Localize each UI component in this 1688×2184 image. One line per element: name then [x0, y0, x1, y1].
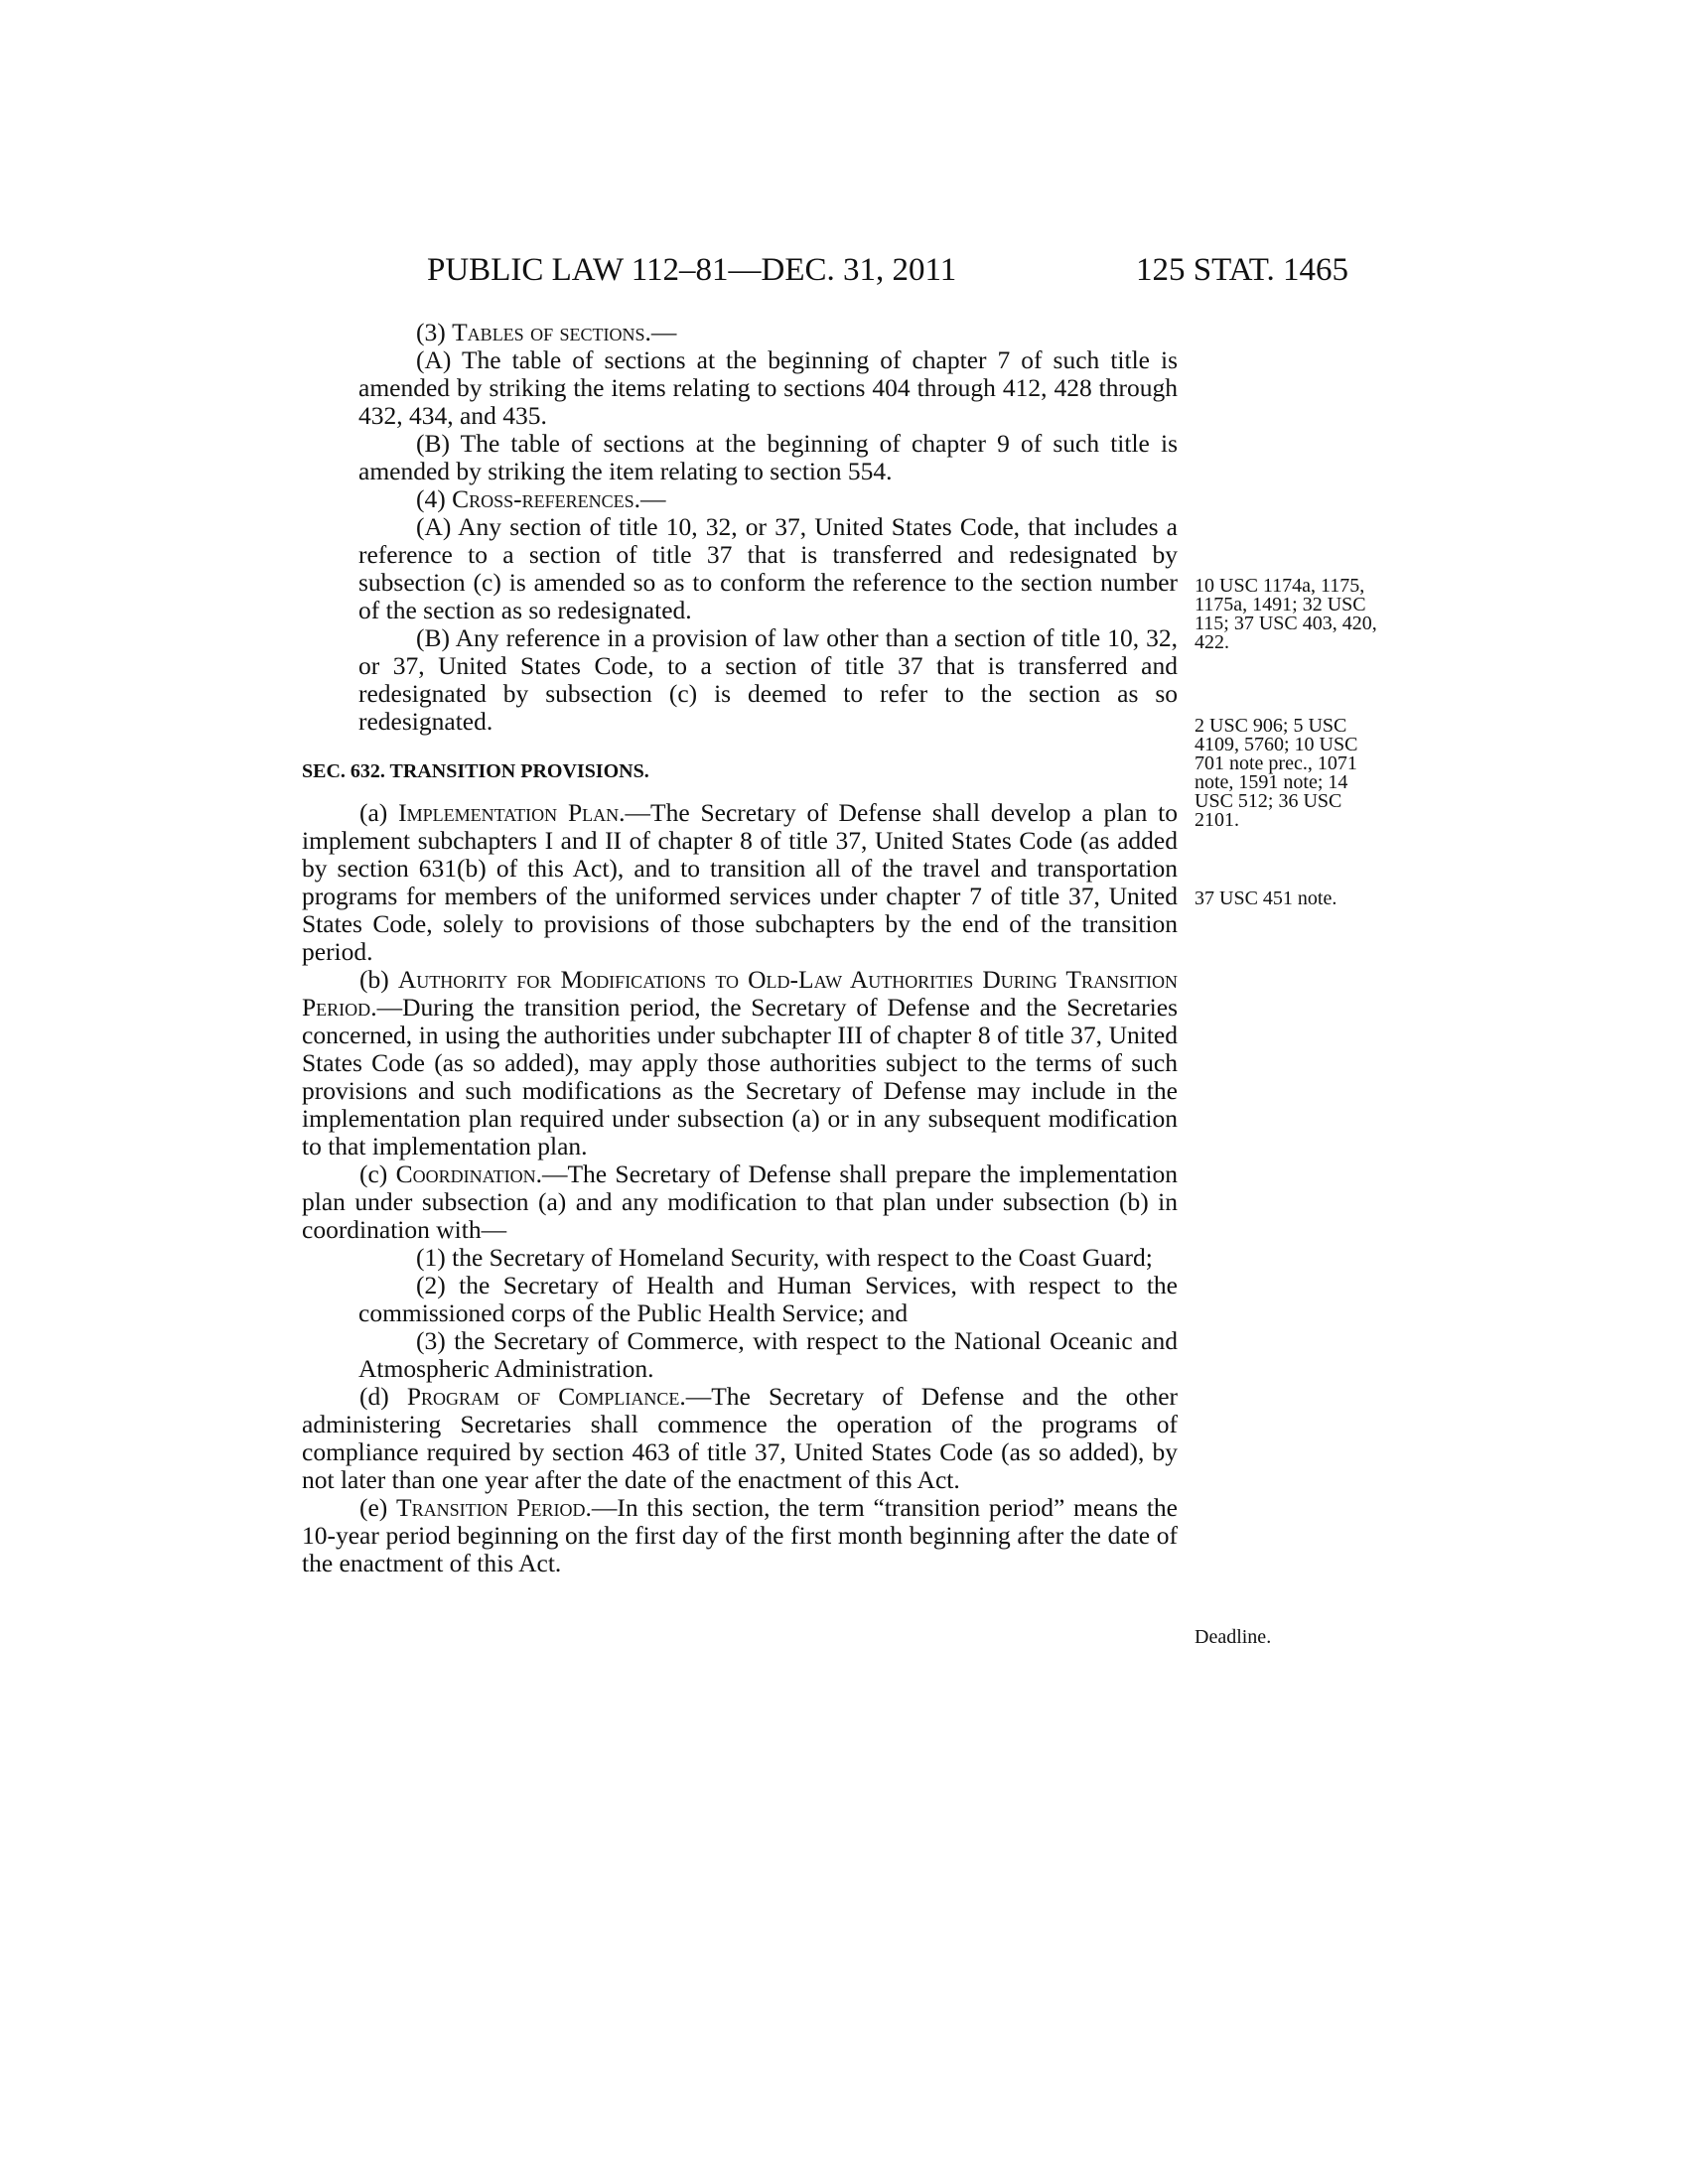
subsection-number: (b)	[359, 965, 398, 994]
paragraph-3-heading	[358, 319, 1178, 346]
subsection-text: .—In this section, the term “transition period” means the 10-year period beginning on the first day of the first month beginning after the date of the enactment of this Act.	[302, 1493, 1178, 1577]
subsection-text: .—The Secretary of Defense and the other administering Secretaries shall commence the operation of the programs of compliance required by section 463 of title 37, United States Code (as so added), by not later than one year after the date of the enactment of this Act.	[302, 1382, 1179, 1494]
paragraph-c3: (3) the Secretary of Commerce, with respect to the National Oceanic and Atmospheric Administration.	[358, 1326, 1178, 1383]
main-text	[302, 319, 1178, 1577]
subsection-heading: Coordination	[395, 1160, 536, 1188]
paragraph-3B: (B) The table of sections at the beginning of chapter 9 of such title is amended by striking the item relating to section 554.	[358, 429, 1178, 485]
para-heading-dash: .—	[633, 484, 666, 513]
subsection-heading: Authority for Modifications to Old-Law Authorities During Transition Period	[302, 965, 1179, 1022]
margin-note-usc-citations-1: 10 USC 1174a, 1175, 1175a, 1491; 32 USC 115; 37 USC 403, 420, 422.	[1195, 575, 1377, 653]
section-heading: SEC. 632. TRANSITION PROVISIONS.	[302, 760, 649, 782]
running-header-law: PUBLIC LAW 112–81—DEC. 31, 2011	[427, 252, 957, 288]
margin-note-usc-citations-2: 2 USC 906; 5 USC 4109, 5760; 10 USC 701 note prec., 1071 note, 1591 note; 14 USC 512; 36 USC 2101.	[1195, 715, 1358, 831]
subsection-a	[302, 799, 1178, 966]
subsection-e	[302, 1494, 1178, 1577]
subsection-c	[302, 1160, 1178, 1244]
paragraph-c2: (2) the Secretary of Health and Human Services, with respect to the commissioned corps of the Public Health Service; and	[358, 1271, 1178, 1327]
paragraph-3A: (A) The table of sections at the beginning of chapter 7 of such title is amended by striking the items relating to sections 404 through 412, 428 through 432, 434, and 435.	[358, 345, 1178, 430]
para-number: (3)	[416, 318, 453, 346]
para-heading: Tables of sections	[452, 318, 645, 346]
margin-note-deadline: Deadline.	[1195, 1626, 1272, 1648]
subsection-text: .—During the transition period, the Secretary of Defense and the Secretaries concerned, in using the authorities under subchapter III of chapter 8 of title 37, United States Code (as so added), may apply those authorities subject to the terms of such provisions and such modifications as the Secretary of Defense may include in the implementation plan required under subsection (a) or in any subsequent modification to that implementation plan.	[302, 993, 1178, 1160]
subsection-number: (a)	[359, 798, 399, 827]
subsection-b	[302, 966, 1178, 1160]
subsection-number: (d)	[359, 1382, 407, 1411]
paragraph-c1: (1) the Secretary of Homeland Security, with respect to the Coast Guard;	[416, 1243, 1153, 1272]
subsection-heading: Program of Compliance	[406, 1382, 680, 1411]
para-number: (4)	[416, 484, 453, 513]
subsection-number: (e)	[359, 1493, 397, 1522]
subsection-heading: Transition Period	[396, 1493, 586, 1522]
para-heading-dash: .—	[644, 318, 677, 346]
subsection-d	[302, 1383, 1178, 1494]
running-header-stat-page: 125 STAT. 1465	[1136, 252, 1349, 288]
subsection-number: (c)	[359, 1160, 396, 1188]
para-heading: Cross-references	[452, 484, 634, 513]
margin-note-usc-citation-3: 37 USC 451 note.	[1195, 887, 1337, 909]
paragraph-4-heading	[358, 485, 1178, 513]
paragraph-4B: (B) Any reference in a provision of law other than a section of title 10, 32, or 37, United States Code, to a section of title 37 that is transferred and redesignated by subsection (c) is deemed to refer to the section as so redesignated.	[358, 623, 1178, 736]
subsection-text: .—The Secretary of Defense shall prepare the implementation plan under subsection (a) and any modification to that plan under subsection (b) in coordination with—	[302, 1160, 1178, 1244]
subsection-heading: Implementation Plan	[398, 798, 620, 827]
paragraph-4A: (A) Any section of title 10, 32, or 37, United States Code, that includes a reference to a section of title 37 that is transferred and redesignated by subsection (c) is amended so as to conform the reference to the section number of the section as so redesignated.	[358, 512, 1178, 624]
subsection-text: .—The Secretary of Defense shall develop a plan to implement subchapters I and II of chapter 8 of title 37, United States Code (as added by section 631(b) of this Act), and to transition all of the travel and transportation programs for members of the uniformed services under chapter 7 of title 37, United States Code, solely to provisions of those subchapters by the end of the transition period.	[302, 798, 1178, 966]
